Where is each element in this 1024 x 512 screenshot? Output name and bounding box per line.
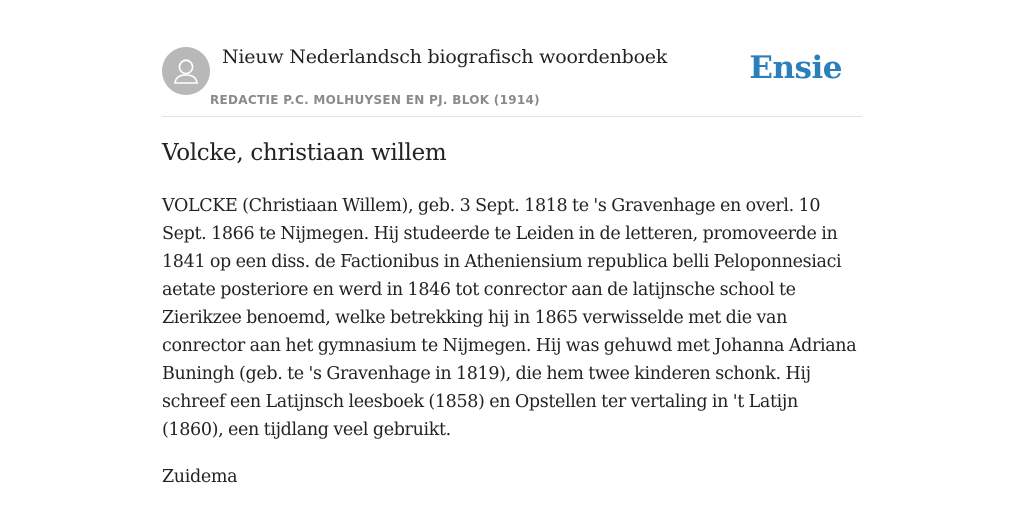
user-avatar-icon-glyph bbox=[162, 47, 210, 95]
ensie-logo[interactable]: Ensie bbox=[749, 50, 842, 86]
article-body: VOLCKE (Christiaan Willem), geb. 3 Sept. 1818 te 's Gravenhage en overl. 10 Sept. 1866 te Nijmegen. Hij studeerde te Leiden in de letteren, promoveerde in 1841 op een diss. de Factionibus in Atheniensium republica belli Peloponnesiaci aetate posteriore en werd in 1846 tot conrector aan de latijnsche school te Zierikzee benoemd, welke betrekking hij in 1865 verwisselde met die van conrector aan het gymnasium te Nijmegen. Hij was gehuwd met Johanna Adriana Buningh (geb. te 's Gravenhage in 1819), die hem twee kinderen schonk. Hij schreef een Latijnsch leesboek (1858) en Opstellen ter vertaling in 't Latijn (1860), een tijdlang veel gebruikt. bbox=[162, 196, 857, 440]
page bbox=[162, 0, 862, 487]
user-avatar-icon[interactable] bbox=[162, 47, 210, 95]
source-header bbox=[162, 0, 862, 117]
article-title: Volcke, christiaan willem bbox=[162, 140, 447, 166]
editors-label: REDACTIE P.C. MOLHUYSEN EN PJ. BLOK (1914) bbox=[210, 93, 540, 107]
article-author: Zuidema bbox=[162, 467, 238, 487]
book-title[interactable]: Nieuw Nederlandsch biografisch woordenboek bbox=[222, 46, 668, 68]
